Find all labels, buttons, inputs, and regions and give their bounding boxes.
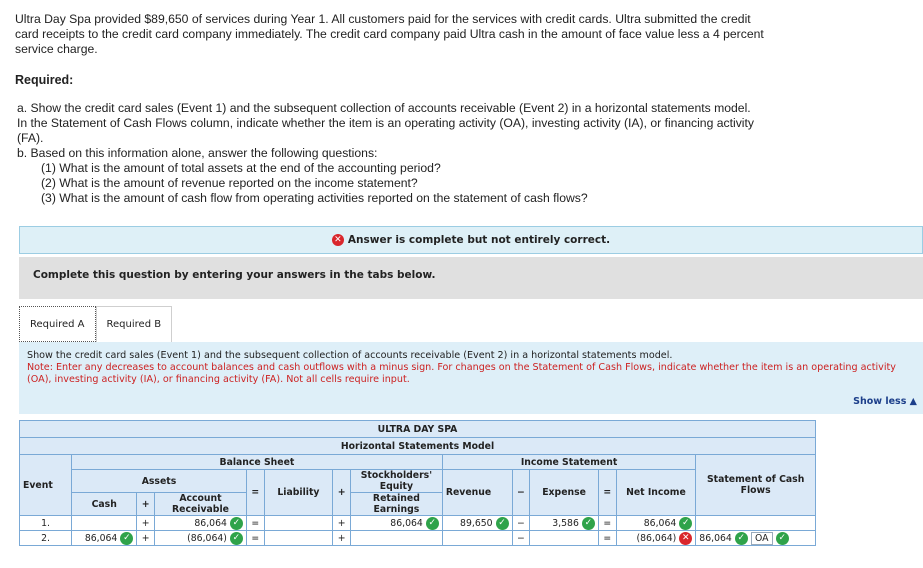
questions (17, 101, 757, 206)
check-icon: ✓ (735, 532, 748, 545)
show-less-label: Show less (853, 396, 907, 407)
cf-type-select[interactable]: OA (751, 532, 773, 545)
check-icon: ✓ (776, 532, 789, 545)
ni-cell[interactable]: (86,064) ✕ (616, 531, 696, 546)
result-banner (19, 226, 923, 254)
ar-cell[interactable]: 86,064 ✓ (155, 516, 247, 531)
tab-bar (19, 306, 172, 342)
cash-header: Cash (72, 493, 137, 516)
tab-instructions (19, 342, 923, 414)
check-icon: ✓ (120, 532, 133, 545)
event-number: 1. (20, 516, 72, 531)
required-heading: Required: (15, 73, 74, 87)
event-header: Event (20, 455, 72, 516)
liability-header: Liability (264, 470, 333, 516)
retained-earnings-header: Retained Earnings (350, 493, 442, 516)
liability-cell[interactable] (264, 531, 333, 546)
check-icon: ✓ (230, 532, 243, 545)
check-icon: ✓ (230, 517, 243, 530)
cash-cell[interactable]: 86,064 ✓ (72, 531, 137, 546)
plus-sign: + (333, 470, 351, 516)
check-icon: ✓ (496, 517, 509, 530)
expense-cell[interactable] (530, 531, 599, 546)
check-icon: ✓ (426, 517, 439, 530)
question-b1: (1) What is the amount of total assets at the end of the accounting period? (41, 161, 441, 175)
error-icon: ✕ (332, 234, 344, 246)
stockholders-equity-header: Stockholders' Equity (350, 470, 442, 493)
x-icon: ✕ (679, 532, 692, 545)
instruction-note: Note: Enter any decreases to account balances and cash outflows with a minus sign. For changes on the Statement of Cash Flows, indicate whether the item is an operating activity (OA), investing activity (IA), or financing activity (FA). Not all cells require input. (27, 362, 896, 385)
equals-sign: = (246, 470, 264, 516)
liability-cell[interactable] (264, 516, 333, 531)
income-statement-header: Income Statement (442, 455, 695, 470)
ar-cell[interactable]: (86,064) ✓ (155, 531, 247, 546)
cf-cell[interactable] (696, 516, 816, 531)
revenue-cell[interactable] (442, 531, 512, 546)
question-a: a. Show the credit card sales (Event 1) and the subsequent collection of accounts receivable (Event 2) in a horizontal statements model. In the Statement of Cash Flows column, indicate whether the item is an operating activity (OA), investing activity (IA), or financing activity (FA). (17, 101, 754, 145)
account-receivable-header: Account Receivable (155, 493, 247, 516)
cf-cell[interactable]: 86,064 ✓ OA ✓ (696, 531, 816, 546)
cash-cell[interactable] (72, 516, 137, 531)
cash-flows-header: Statement of Cash Flows (696, 455, 816, 516)
question-b2: (2) What is the amount of revenue reported on the income statement? (41, 176, 418, 190)
revenue-header: Revenue (442, 470, 512, 516)
ni-cell[interactable]: 86,064 ✓ (616, 516, 696, 531)
expense-cell[interactable]: 3,586 ✓ (530, 516, 599, 531)
horizontal-statements-table (19, 420, 816, 546)
balance-sheet-header: Balance Sheet (72, 455, 443, 470)
re-cell[interactable] (350, 531, 442, 546)
minus-sign: − (512, 470, 530, 516)
tab-required-b[interactable]: Required B (96, 306, 173, 342)
equals-sign-is: = (598, 470, 616, 516)
net-income-header: Net Income (616, 470, 696, 516)
show-less-link[interactable]: Show less ▲ (853, 396, 917, 407)
revenue-cell[interactable]: 89,650 ✓ (442, 516, 512, 531)
tab-required-a[interactable]: Required A (19, 306, 96, 342)
banner-text: Answer is complete but not entirely correct. (347, 234, 611, 246)
re-cell[interactable]: 86,064 ✓ (350, 516, 442, 531)
company-name: ULTRA DAY SPA (20, 421, 816, 438)
question-b: b. Based on this information alone, answer the following questions: (17, 146, 378, 160)
table-row: 1. + 86,064 ✓ = + 86,064 ✓ 89,650 ✓ − 3,586 ✓ = 86,064 ✓ (20, 516, 816, 531)
check-icon: ✓ (679, 517, 692, 530)
complete-message: Complete this question by entering your answers in the tabs below. (33, 269, 436, 281)
plus-sign-assets: + (137, 493, 155, 516)
model-title: Horizontal Statements Model (20, 438, 816, 455)
problem-text: Ultra Day Spa provided $89,650 of services during Year 1. All customers paid for the services with credit cards. Ultra submitted the credit card receipts to the credit card company immediately. The credit card company paid Ultra cash in the amount of face value less a 4 percent service charge. (15, 12, 764, 56)
expense-header: Expense (530, 470, 599, 516)
instruction-panel (19, 257, 923, 299)
check-icon: ✓ (582, 517, 595, 530)
question-b3: (3) What is the amount of cash flow from operating activities reported on the statement of cash flows? (41, 191, 588, 205)
table-row: 2. 86,064 ✓ + (86,064) ✓ = + − = (86,064) ✕ 86,064 ✓ OA ✓ (20, 531, 816, 546)
instruction-main: Show the credit card sales (Event 1) and the subsequent collection of accounts receivable (Event 2) in a horizontal statements model. (27, 350, 673, 361)
event-number: 2. (20, 531, 72, 546)
problem-statement (15, 12, 775, 57)
assets-header: Assets (72, 470, 247, 493)
